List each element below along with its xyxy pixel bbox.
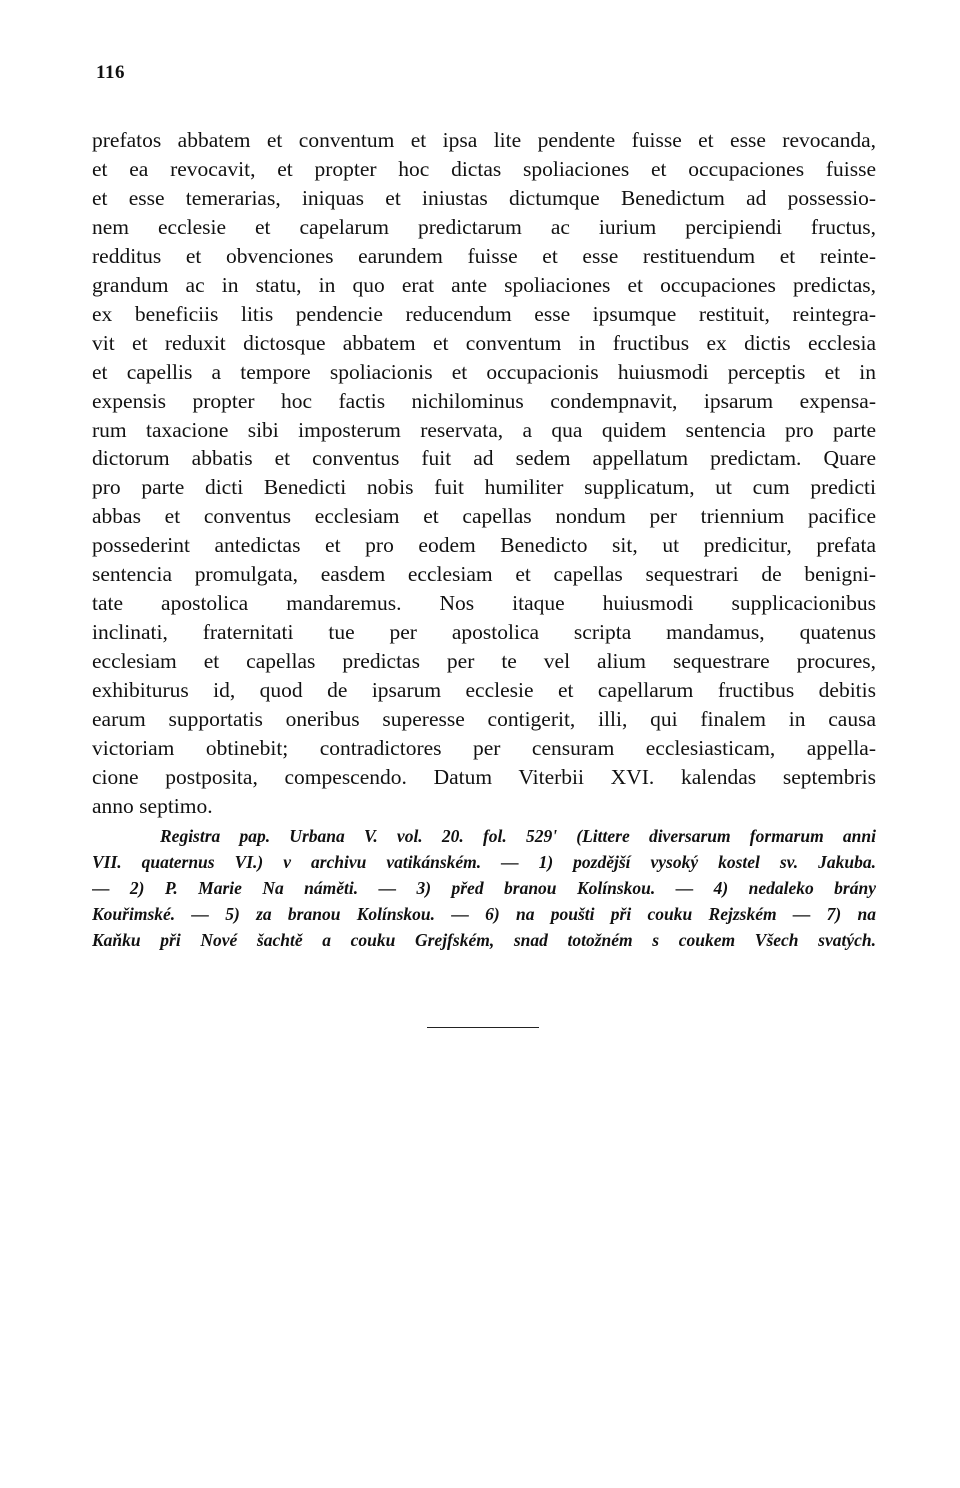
body-line: sentencia promulgata, easdem ecclesiam et capellas sequestrari de benigni- [92,562,876,587]
body-line: prefatos abbatem et conventum et ipsa lite pendente fuisse et esse revocanda, [92,128,876,152]
footnote-line: Kaňku při Nové šachtě a couku Grejfském, snad totožném s coukem Všech svatých. [92,930,876,950]
footnote-line: Kouřimské. — 5) za branou Kolínskou. — 6) na poušti při couku Rejzském — 7) na [92,904,876,924]
footnote-line: VII. quaternus VI.) v archivu vatikánském. — 1) pozdější vysoký kostel sv. Jakuba. [92,852,876,872]
footnotes [92,823,876,953]
body-line: et esse temerarias, iniquas et iniustas dictumque Benedictum ad possessio- [92,185,876,210]
body-line: possederint antedictas et pro eodem Benedicto sit, ut predicitur, prefata [92,533,876,558]
footnote-line: — 2) P. Marie Na náměti. — 3) před branou Kolínskou. — 4) nedaleko brány [92,878,876,898]
body-line: redditus et obvenciones earundem fuisse et esse restituendum et reinte- [92,243,876,268]
body-line: victoriam obtinebit; contradictores per censuram ecclesiasticam, appella- [92,736,876,761]
body-line: inclinati, fraternitati tue per apostolica scripta mandamus, quatenus [92,620,876,645]
body-line: cione postposita, compescendo. Datum Viterbii XVI. kalendas septembris [92,764,876,789]
section-divider [427,1027,539,1028]
body-line: dictorum abbatis et conventus fuit ad sedem appellatum predictam. Quare [92,446,876,471]
body-line: vit et reduxit dictosque abbatem et conventum in fructibus ex dictis ecclesia [92,330,876,355]
body-line: ecclesiam et capellas predictas per te vel alium sequestrare procures, [92,649,876,674]
page-number: 116 [96,62,125,83]
body-line: abbas et conventus ecclesiam et capellas nondum per triennium pacifice [92,504,876,529]
body-line: expensis propter hoc factis nichilominus condempnavit, ipsarum expensa- [92,388,876,413]
body-line: grandum ac in statu, in quo erat ante spoliaciones et occupaciones predictas, [92,272,876,297]
body-line: nem ecclesie et capelarum predictarum ac iurium percipiendi fructus, [92,214,876,239]
body-text [92,126,876,821]
body-line: pro parte dicti Benedicti nobis fuit humiliter supplicatum, ut cum predicti [92,475,876,500]
body-line: et capellis a tempore spoliacionis et occupacionis huiusmodi perceptis et in [92,359,876,384]
body-line: rum taxacione sibi imposterum reservata, a qua quidem sentencia pro parte [92,417,876,442]
footnote-line: Registra pap. Urbana V. vol. 20. fol. 529' (Littere diversarum formarum anni [160,826,876,846]
body-line: exhibiturus id, quod de ipsarum ecclesie et capellarum fructibus debitis [92,678,876,703]
body-line: tate apostolica mandaremus. Nos itaque huiusmodi supplicacionibus [92,591,876,616]
body-line: anno septimo. [92,793,213,818]
body-line: et ea revocavit, et propter hoc dictas spoliaciones et occupaciones fuisse [92,156,876,181]
body-line: earum supportatis oneribus superesse contigerit, illi, qui finalem in causa [92,707,876,732]
body-line: ex beneficiis litis pendencie reducendum esse ipsumque restituit, reintegra- [92,301,876,326]
